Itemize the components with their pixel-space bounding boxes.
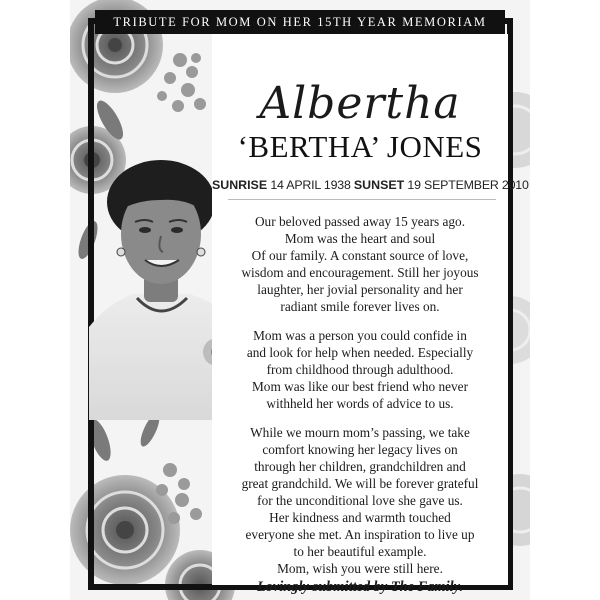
text-line: wisdom and encouragement. Still her joyous [241,265,479,280]
text-line: and look for help when needed. Especially [246,345,474,360]
tribute-text [212,213,508,589]
text-line: Mom was a person you could confide in [253,328,467,343]
text-line: everyone she met. An inspiration to live up [245,527,475,542]
memoriam-banner: TRIBUTE FOR MOM ON HER 15TH YEAR MEMORIAM [95,10,505,34]
text-line: great grandchild. We will be forever grateful [241,476,479,491]
sunrise-label: SUNRISE [212,178,268,192]
sunset-date: 19 SEPTEMBER 2010 [407,178,529,192]
text-line: Of our family. A constant source of love, [251,248,469,263]
text-line: Our beloved passed away 15 years ago. [254,214,466,229]
paragraph-2 [212,327,508,412]
text-line: to her beautiful example. [293,544,427,559]
text-line: Mom was the heart and soul [284,231,436,246]
text-line: for the unconditional love she gave us. [257,493,463,508]
life-dates [212,178,529,192]
text-line: Mom, wish you were still here. [277,561,443,576]
text-line: Mom was like our best friend who never [251,379,469,394]
text-line: laughter, her jovial personality and her [257,282,463,297]
sunrise-date: 14 APRIL 1938 [270,178,351,192]
divider-line [228,199,496,200]
tribute-panel [212,34,529,595]
text-line: While we mourn mom’s passing, we take [250,425,470,440]
paragraph-3 [212,424,508,577]
full-name: ‘BERTHA’ JONES [237,129,483,164]
sunset-label: SUNSET [353,178,405,192]
text-line: Her kindness and warmth touched [269,510,451,525]
text-line: radiant smile forever lives on. [280,299,440,314]
signature-line: Lovingly submitted by The Family. [256,579,464,595]
text-line: comfort knowing her legacy lives on [262,442,458,457]
text-line: from childhood through adulthood. [266,362,454,377]
text-line: withheld her words of advice to us. [266,396,454,411]
text-line: through her children, grandchildren and [254,459,466,474]
paragraph-1 [212,213,508,315]
script-first-name: Albertha [259,78,461,129]
